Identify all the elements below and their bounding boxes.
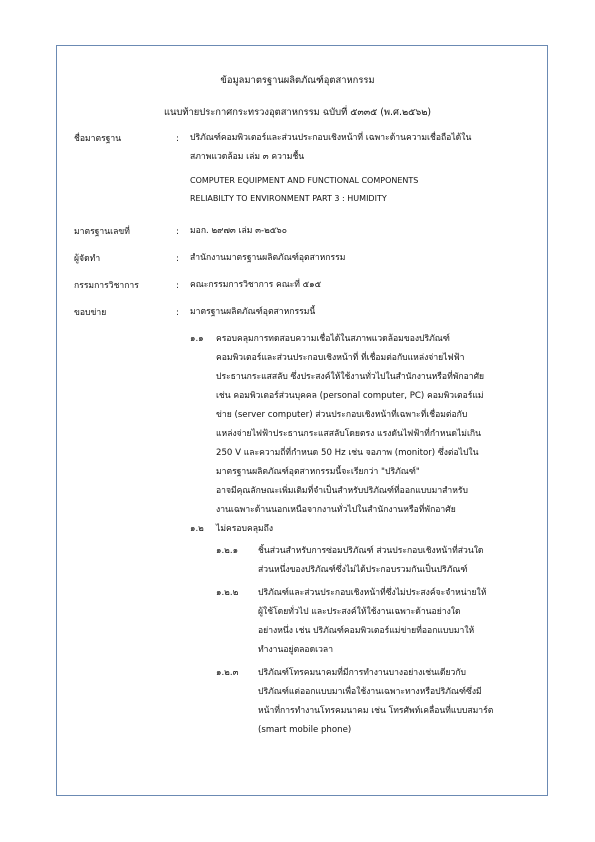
field-label-scope: ขอบข่าย	[74, 308, 107, 318]
subsection-text-line: ส่วนหนึ่งของปริภัณฑ์ซึ่งไม่ได้ประกอบรวมกันเป็นปริภัณฑ์	[258, 565, 468, 575]
field-value-standard-name-line: COMPUTER EQUIPMENT AND FUNCTIONAL COMPONENTS	[190, 176, 419, 185]
field-value-standard-number: มอก. ๒๙๗๓ เล่ม ๓-๒๕๖๐	[190, 226, 287, 236]
field-colon: :	[176, 308, 179, 318]
field-value-scope: มาตรฐานผลิตภัณฑ์อุตสาหกรรมนี้	[190, 307, 316, 317]
section-text-line: ข่าย (server computer) ส่วนประกอบเชิงหน้าที่เฉพาะที่เชื่อมต่อกับ	[216, 410, 468, 420]
section-text-line: เช่น คอมพิวเตอร์ส่วนบุคคล (personal computer, PC) คอมพิวเตอร์แม่	[216, 391, 484, 401]
document-subtitle: แนบท้ายประกาศกระทรวงอุตสาหกรรม ฉบับที่ ๕๓๓๕ (พ.ศ.๒๕๖๒)	[163, 107, 432, 118]
subsection-text-line: อย่างหนึ่ง เช่น ปริภัณฑ์คอมพิวเตอร์แม่ข่ายที่ออกแบบมาให้	[258, 626, 475, 636]
subsection-text-line: ปริภัณฑ์และส่วนประกอบเชิงหน้าที่ซึ่งไม่ประสงค์จะจำหน่ายให้	[258, 588, 487, 598]
field-colon: :	[176, 281, 179, 291]
document-title: ข้อมูลมาตรฐานผลิตภัณฑ์อุตสาหกรรม	[220, 75, 375, 86]
field-colon: :	[176, 254, 179, 264]
subsection-number: ๑.๒.๑	[216, 546, 239, 556]
subsection-number: ๑.๒.๓	[216, 668, 239, 678]
field-value-author: สำนักงานมาตรฐานผลิตภัณฑ์อุตสาหกรรม	[190, 253, 346, 263]
subsection-text-line: ชิ้นส่วนสำหรับการซ่อมปริภัณฑ์ ส่วนประกอบเชิงหน้าที่ส่วนใด	[258, 546, 484, 556]
subsection-text-line: ปริภัณฑ์โทรคมนาคมที่มีการทำงานบางอย่างเช่นเดียวกับ	[258, 668, 467, 678]
subsection-text-line: ทำงานอยู่ตลอดเวลา	[258, 645, 334, 655]
section-number: ๑.๑	[190, 334, 204, 344]
subsection-text-line: ปริภัณฑ์แต่ออกแบบมาเพื่อใช้งานเฉพาะทางหรือปริภัณฑ์ซึ่งมี	[258, 687, 482, 697]
section-text-line: ประธานกระแสสลับ ซึ่งประสงค์ให้ใช้งานทั่วไปในสำนักงานหรือที่พักอาศัย	[216, 372, 485, 382]
field-label-committee: กรรมการวิชาการ	[74, 281, 139, 291]
section-text-line: แหล่งจ่ายไฟฟ้าประธานกระแสสลับโดยตรง แรงดันไฟฟ้าที่กำหนดไม่เกิน	[216, 429, 481, 439]
subsection-number: ๑.๒.๒	[216, 588, 239, 598]
section-text-line: ครอบคลุมการทดสอบความเชื่อได้ในสภาพแวดล้อมของปริภัณฑ์	[216, 334, 450, 344]
section-text-line: มาตรฐานผลิตภัณฑ์อุตสาหกรรมนี้จะเรียกว่า "ปริภัณฑ์"	[216, 467, 420, 477]
field-label-standard-name: ชื่อมาตรฐาน	[74, 134, 122, 144]
field-value-standard-name-line: สภาพแวดล้อม เล่ม ๓ ความชื้น	[190, 152, 305, 162]
field-value-standard-name-line: RELIABILTY TO ENVIRONMENT PART 3 : HUMIDITY	[190, 194, 387, 203]
field-colon: :	[176, 227, 179, 237]
field-label-standard-number: มาตรฐานเลขที่	[74, 227, 130, 237]
subsection-text-line: (smart mobile phone)	[258, 725, 352, 735]
section-number: ๑.๒	[190, 524, 204, 534]
field-value-committee: คณะกรรมการวิชาการ คณะที่ ๕๑๕	[190, 280, 322, 290]
section-text-line: 250 V และความถี่ที่กำหนด 50 Hz เช่น จอภาพ (monitor) ซึ่งต่อไปใน	[216, 448, 479, 458]
subsection-text-line: ผู้ใช้โดยทั่วไป และประสงค์ให้ใช้งานเฉพาะด้านอย่างใด	[258, 607, 461, 617]
section-text-line: คอมพิวเตอร์และส่วนประกอบเชิงหน้าที่ ที่เชื่อมต่อกับแหล่งจ่ายไฟฟ้า	[216, 353, 465, 363]
subsection-text-line: หน้าที่การทำงานโทรคมนาคม เช่น โทรศัพท์เคลื่อนที่แบบสมาร์ต	[258, 706, 494, 716]
field-value-standard-name-line: ปริภัณฑ์คอมพิวเตอร์และส่วนประกอบเชิงหน้าที่ เฉพาะด้านความเชื่อถือได้ใน	[190, 133, 472, 143]
section-text-line: งานเฉพาะด้านนอกเหนือจากงานทั่วไปในสำนักงานหรือที่พักอาศัย	[216, 505, 456, 515]
section-text-line: อาจมีคุณลักษณะเพิ่มเติมที่จำเป็นสำหรับปริภัณฑ์ที่ออกแบบมาสำหรับ	[216, 486, 468, 496]
field-label-author: ผู้จัดทำ	[74, 254, 101, 264]
field-colon: :	[176, 134, 179, 144]
section-text-line: ไม่ครอบคลุมถึง	[216, 524, 274, 534]
